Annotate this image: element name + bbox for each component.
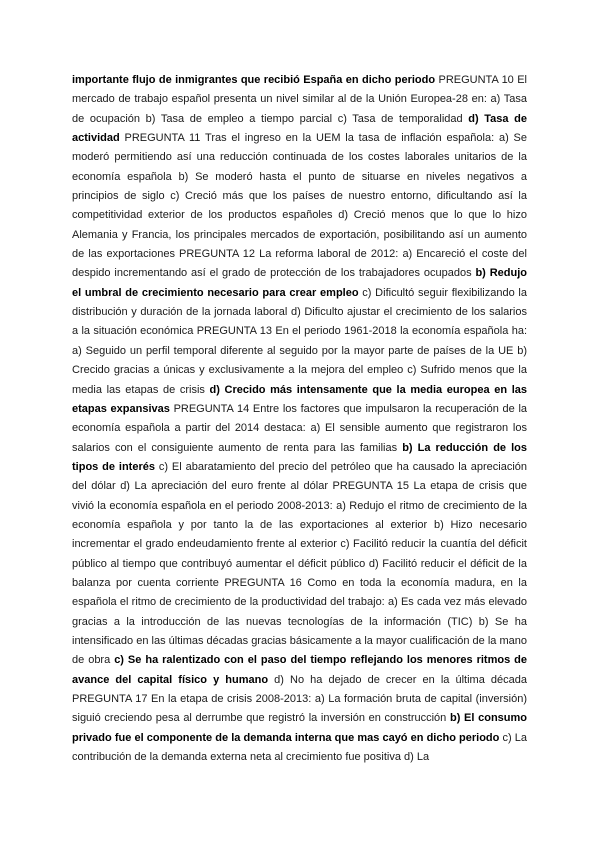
answer-highlight: b) El consumo privado fue el componente de la demanda interna que mas cayó en dicho periodo [72, 712, 528, 744]
answer-highlight: d) Crecido más intensamente que la media europea en las etapas expansivas [72, 383, 527, 415]
question-text: d) No ha dejado de crecer en la última década PREGUNTA 17 En la etapa de crisis 2008-2013: a) La formación bruta de capital (inversión) siguió creciendo pesa al derrumbe que registró la inversión en construcción [72, 673, 528, 725]
document-page [72, 71, 527, 767]
question-text: c) Dificultó seguir flexibilizando la distribución y duración de la jornada laboral d) Dificulto ajustar el crecimiento de los salarios a la situación económica PREGUNTA 13 En el periodo 1961-2018 la economía española ha: a) Seguido un perfil temporal diferente al seguido por la mayor parte de países de la UE b) Crecido gracias a únicas y exclusivamente a la mejora del empleo c) Sufrido menos que la media las etapas de crisis [72, 286, 527, 396]
answer-highlight: c) Se ha ralentizado con el paso del tiempo reflejando los menores ritmos de avance del capital físico y humano [72, 654, 527, 686]
answer-highlight: b) Redujo el umbral de crecimiento necesario para crear empleo [72, 267, 527, 299]
answer-highlight: importante flujo de inmigrantes que recibió España en dicho periodo [72, 74, 436, 86]
answer-highlight: b) La reducción de los tipos de interés [72, 441, 527, 473]
question-text: c) La contribución de la demanda externa neta al crecimiento fue positiva d) La [72, 731, 527, 764]
question-text: PREGUNTA 11 Tras el ingreso en la UEM la tasa de inflación española: a) Se moderó permitiendo así una reducción continuada de los costes laborales unitarios de la economía española b) Se moderó hasta el punto de situarse en niveles negativos a principios de siglo c) Creció más que los países de nuestro entorno, dificultando así la competitividad exterior de los productos españoles d) Creció menos que lo que lo hizo Alemania y Francia, los principales mercados de exportación, posibilitando así un aumento de las exportaciones PREGUNTA 12 La reforma laboral de 2012: a) Encareció el coste del despido incrementando así el grado de protección de los trabajadores ocupados [72, 132, 527, 280]
question-text: c) El abaratamiento del precio del petróleo que ha causado la apreciación del dólar d) La apreciación del euro frente al dólar PREGUNTA 15 La etapa de crisis que vivió la economía española en el periodo 2008-2013: a) Redujo el ritmo de crecimiento de la economía española y por tanto la de las exportaciones al exterior b) Hizo necesario incrementar el grado endeudamiento frente al exterior c) Facilitó reducir la cuantía del déficit público al tiempo que contribuyó aumentar el déficit público d) Facilitó reducir el déficit de la balanza por cuenta corriente PREGUNTA 16 Como en toda la economía madura, en la española el ritmo de crecimiento de la productividad del trabajo: a) Es cada vez más elevado gracias a la introducción de las nuevas tecnologías de la información (TIC) b) Se ha intensificado en las últimas décadas gracias básicamente a la mayor cualificación de la mano de obra [72, 460, 527, 667]
body-paragraph [72, 71, 527, 767]
question-text: PREGUNTA 14 Entre los factores que impulsaron la recuperación de la economía española a partir del 2014 destaca: a) El sensible aumento que registraron los salarios con el consiguiente aumento de renta para las familias [72, 402, 528, 454]
answer-highlight: d) Tasa de actividad [72, 112, 527, 145]
question-text: PREGUNTA 10 El mercado de trabajo español presenta un nivel similar al de la Unión Europea-28 en: a) Tasa de ocupación b) Tasa de empleo a tiempo parcial c) Tasa de temporalidad [72, 74, 527, 125]
